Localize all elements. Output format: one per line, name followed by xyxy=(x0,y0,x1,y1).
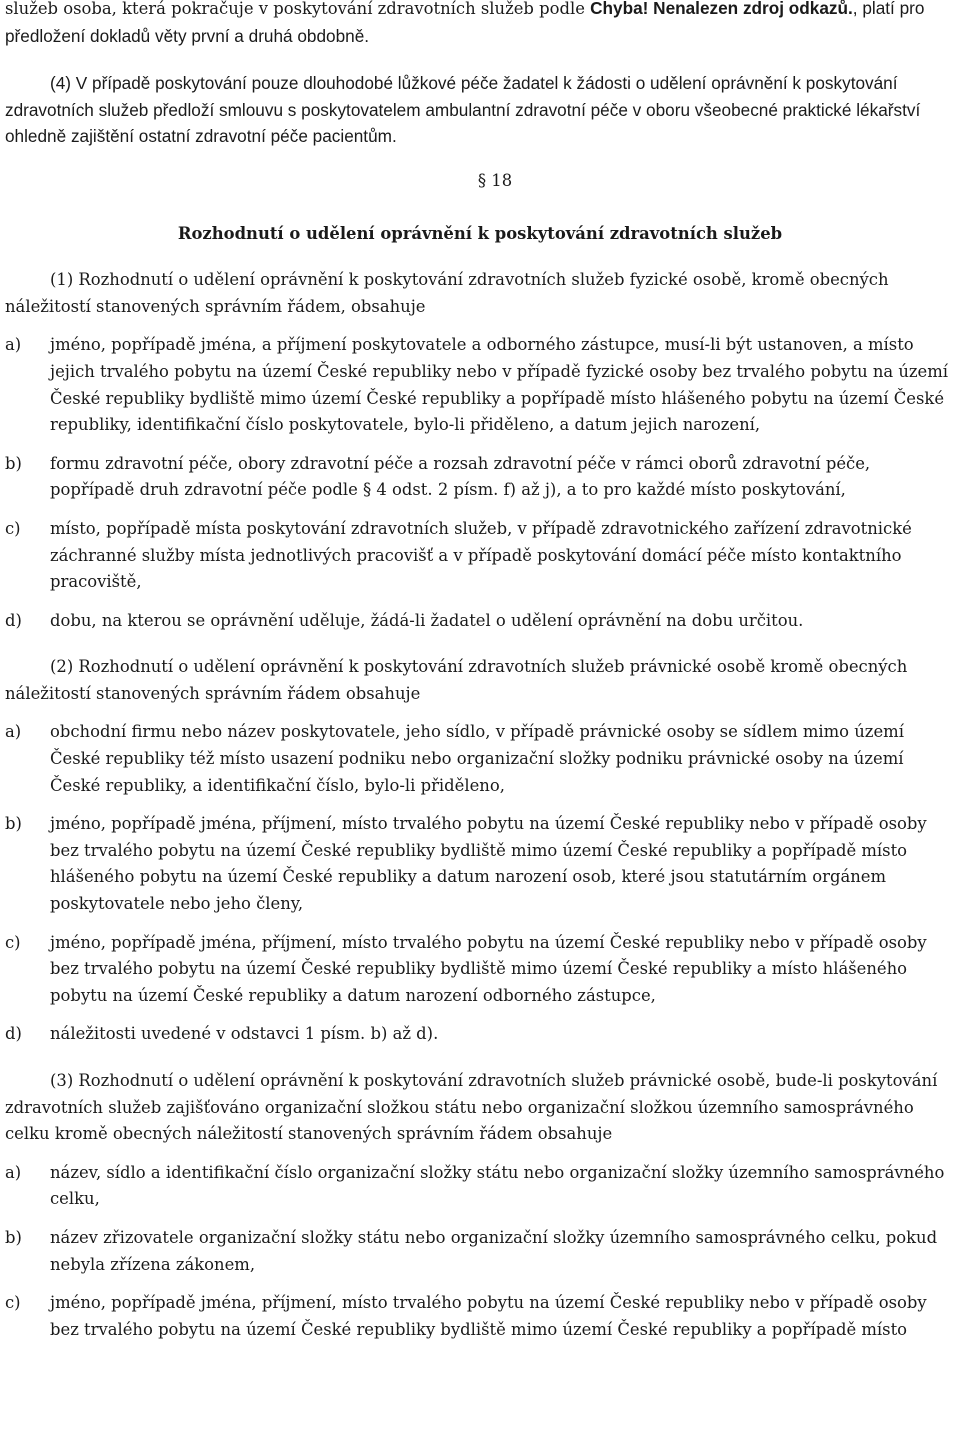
item-text: jméno, popřípadě jména, příjmení, místo trvalého pobytu na území České republiky nebo v případě osoby bez trvalého pobytu na území České republiky bydliště mimo území České republiky a místo hlášeného pobytu na území České republiky a datum narození odborného zástupce, xyxy=(50,932,927,1005)
item-text: jméno, popřípadě jména, příjmení, místo trvalého pobytu na území České republiky nebo v případě osoby bez trvalého pobytu na území České republiky bydliště mimo území České republiky a popřípadě místo hlášeného pobytu na území České republiky a datum narození osob, které jsou statutárním orgánem poskytovatele nebo jeho členy, xyxy=(50,814,927,914)
list-item xyxy=(5,608,955,635)
list-item xyxy=(5,1290,955,1343)
list-item xyxy=(5,930,955,1010)
paragraph-2-intro: (2) Rozhodnutí o udělení oprávnění k poskytování zdravotních služeb právnické osobě kromě obecných náležitostí stanovených správním řádem obsahuje xyxy=(5,657,908,703)
list-item xyxy=(5,332,955,438)
item-mark: a) xyxy=(5,335,22,355)
error-reference: Chyba! Nenalezen zdroj odkazů. xyxy=(590,0,853,18)
item-text: jméno, popřípadě jména, a příjmení poskytovatele a odborného zástupce, musí-li být ustanoven, a místo jejich trvalého pobytu na území České republiky nebo v případě fyzické osoby bez trvalého pobytu na území České republiky bydliště mimo území České republiky a popřípadě místo hlášeného pobytu na území České republiky, identifikační číslo poskytovatele, bylo-li přiděleno, a datum jejich narození, xyxy=(50,335,949,435)
list-item xyxy=(5,451,955,504)
item-text: dobu, na kterou se oprávnění uděluje, žádá-li žadatel o udělení oprávnění na dobu určitou. xyxy=(50,610,804,630)
item-mark: b) xyxy=(5,453,22,473)
item-text: náležitosti uvedené v odstavci 1 písm. b) až d). xyxy=(50,1024,439,1044)
paragraph-3-intro: (3) Rozhodnutí o udělení oprávnění k poskytování zdravotních služeb právnické osobě, bude-li poskytování zdravotních služeb zajišťováno organizační složkou státu nebo organizační složkou územního samosprávného celku kromě obecných náležitostí stanovených správním řádem obsahuje xyxy=(5,1071,938,1144)
item-mark: c) xyxy=(5,518,21,538)
item-mark: d) xyxy=(5,610,22,630)
intro-text-2: , platí pro předložení dokladů věty první a druhá obdobně. xyxy=(5,0,925,46)
item-text: název, sídlo a identifikační číslo organizační složky státu nebo organizační složky územního samosprávného celku, xyxy=(50,1162,945,1209)
document-page xyxy=(5,0,955,1343)
list-item xyxy=(5,516,955,596)
list-item xyxy=(5,1021,955,1048)
paragraph-4: (4) V případě poskytování pouze dlouhodobé lůžkové péče žadatel k žádosti o udělení oprávnění k poskytování zdravotních služeb předloží smlouvu s poskytovatelem ambulantní zdravotní péče v oboru všeobecné praktické lékařství ohledně zajištění ostatní zdravotní péče pacientům. xyxy=(5,73,921,147)
item-text: název zřizovatele organizační složky státu nebo organizační složky územního samosprávného celku, pokud nebyla zřízena zákonem, xyxy=(50,1227,938,1274)
list-item xyxy=(5,719,955,799)
intro-text-1: služeb osoba, která pokračuje v poskytování zdravotních služeb podle xyxy=(5,0,591,18)
paragraph-1-intro: (1) Rozhodnutí o udělení oprávnění k poskytování zdravotních služeb fyzické osobě, kromě obecných náležitostí stanovených správním řádem, obsahuje xyxy=(5,270,889,316)
item-mark: d) xyxy=(5,1024,22,1044)
item-text: jméno, popřípadě jména, příjmení, místo trvalého pobytu na území České republiky nebo v případě osoby bez trvalého pobytu na území České republiky bydliště mimo území České republiky a popřípadě místo xyxy=(50,1293,927,1339)
item-mark: c) xyxy=(5,932,21,952)
item-mark: b) xyxy=(5,814,22,834)
item-mark: a) xyxy=(5,1162,22,1182)
list-item xyxy=(5,1225,955,1278)
section-number: § 18 xyxy=(477,170,513,190)
item-mark: a) xyxy=(5,722,22,742)
list-item xyxy=(5,1160,955,1213)
item-text: obchodní firmu nebo název poskytovatele, jeho sídlo, v případě právnické osoby se sídlem mimo území České republiky též místo usazení podniku nebo organizační složky podniku právnické osoby na území České republiky, a identifikační číslo, bylo-li přiděleno, xyxy=(50,722,904,795)
list-item xyxy=(5,811,955,917)
intro-paragraph xyxy=(5,0,955,50)
item-mark: b) xyxy=(5,1227,22,1247)
section-title: Rozhodnutí o udělení oprávnění k poskytování zdravotních služeb xyxy=(177,223,783,243)
item-text: formu zdravotní péče, obory zdravotní péče a rozsah zdravotní péče v rámci oborů zdravotní péče, popřípadě druh zdravotní péče podle § 4 odst. 2 písm. f) až j), a to pro každé místo poskytování, xyxy=(50,453,871,500)
item-mark: c) xyxy=(5,1293,21,1313)
item-text: místo, popřípadě místa poskytování zdravotních služeb, v případě zdravotnického zařízení zdravotnické záchranné služby místa jednotlivých pracovišť a v případě poskytování domácí péče místo kontaktního pracoviště, xyxy=(50,518,912,592)
